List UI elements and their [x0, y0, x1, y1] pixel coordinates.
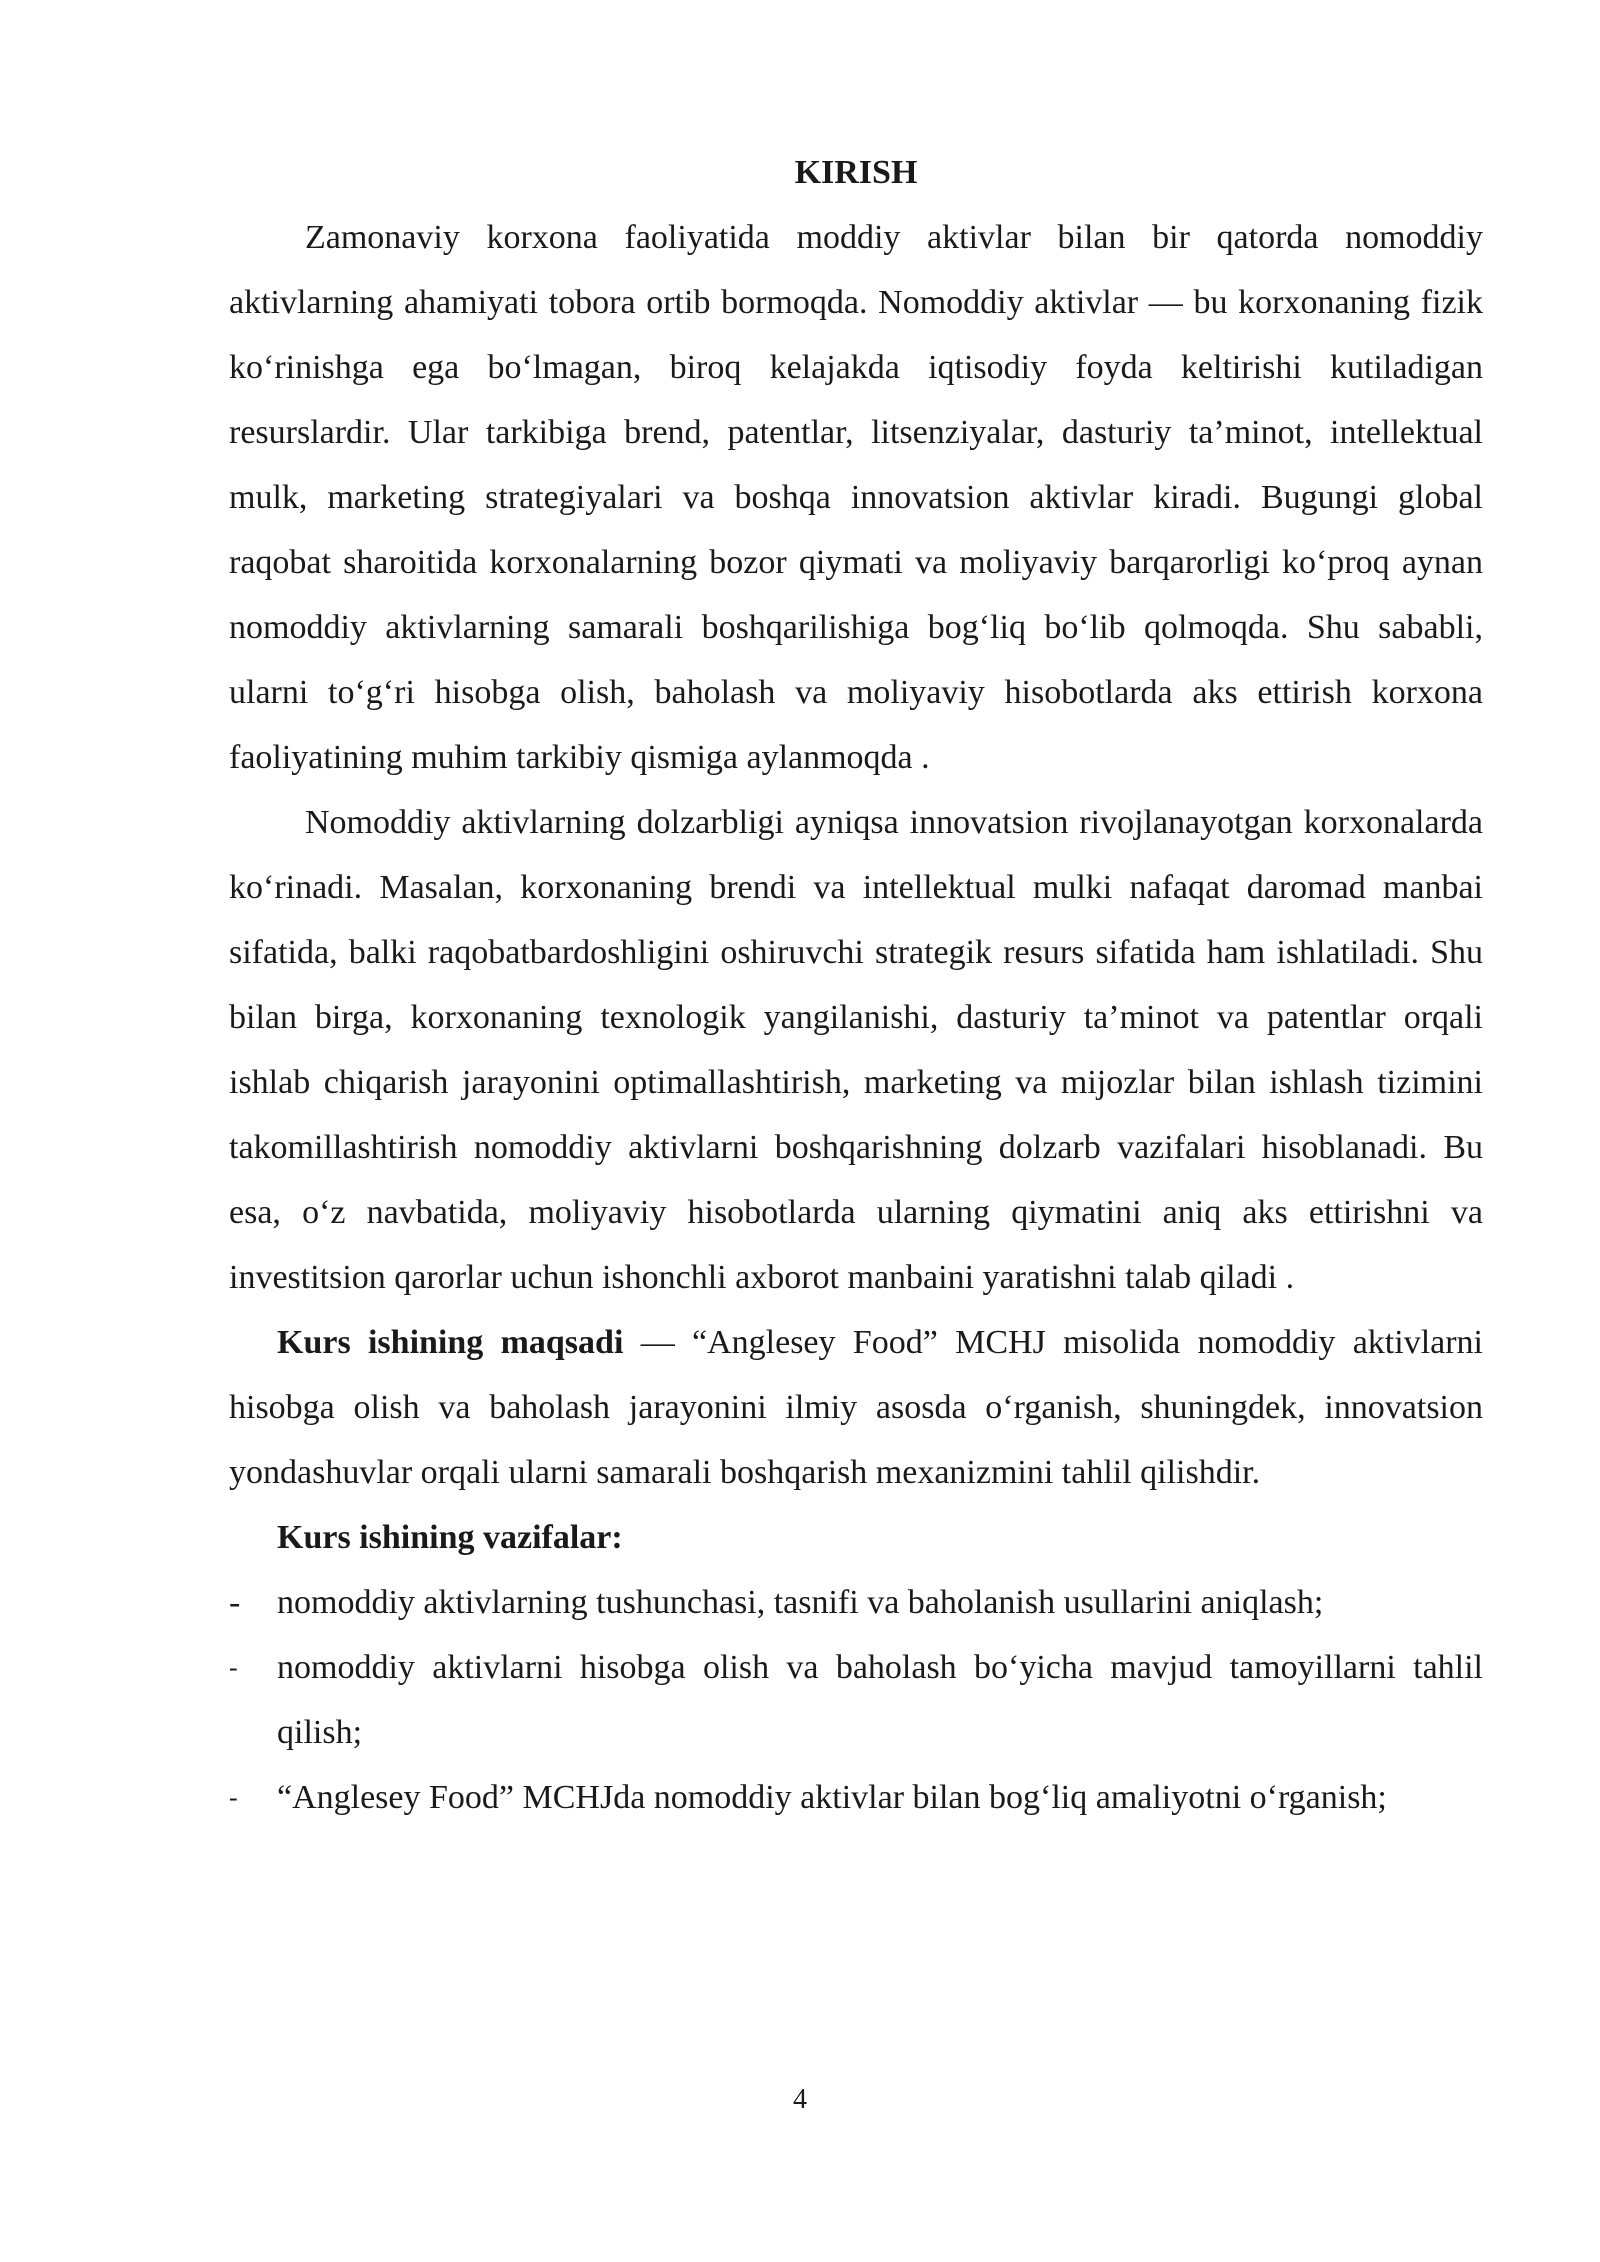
paragraph-intro: Zamonaviy korxona faoliyatida moddiy aktivlar bilan bir qatorda nomoddiy aktivlarning ahamiyati tobora ortib bormoqda. Nomoddiy aktivlar — bu korxonaning fizik ko‘rinishga ega bo‘lmagan, biroq kelajakda iqtisodiy foyda keltirishi kutiladigan resurslardir. Ular tarkibiga brend, patentlar, litsenziyalar, dasturiy ta’minot, intellektual mulk, marketing strategiyalari va boshqa innovatsion aktivlar kiradi. Bugungi global raqobat sharoitida korxonalarning bozor qiymati va moliyaviy barqarorligi ko‘proq aynan nomoddiy aktivlarning samarali boshqarilishiga bog‘liq bo‘lib qolmoqda. Shu sababli, ularni to‘g‘ri hisobga olish, baholash va moliyaviy hisobotlarda aks ettirish korxona faoliyatining muhim tarkibiy qismiga aylanmoqda . [229, 219, 1483, 776]
tasks-heading: Kurs ishining vazifalar: [277, 1519, 623, 1556]
tasks-list [229, 1570, 1483, 1830]
list-item [229, 1570, 1483, 1635]
list-marker: - [229, 1584, 241, 1621]
section-heading: KIRISH [794, 154, 918, 191]
goal-label: Kurs ishining maqsadi [277, 1324, 624, 1361]
document-page [229, 140, 1483, 1830]
page-number: 4 [793, 2084, 807, 2115]
list-item [229, 1635, 1483, 1765]
paragraph-goal [229, 1310, 1483, 1505]
list-marker: - [229, 1783, 238, 1812]
list-item-text: “Anglesey Food” MCHJda nomoddiy aktivlar bilan bog‘liq amaliyotni o‘rganish; [277, 1779, 1387, 1816]
paragraph-relevance: Nomoddiy aktivlarning dolzarbligi ayniqsa innovatsion rivojlanayotgan korxonalarda ko‘rinadi. Masalan, korxonaning brendi va intellektual mulki nafaqat daromad manbai sifatida, balki raqobatbardoshligini oshiruvchi strategik resurs sifatida ham ishlatiladi. Shu bilan birga, korxonaning texnologik yangilanishi, dasturiy ta’minot va patentlar orqali ishlab chiqarish jarayonini optimallashtirish, marketing va mijozlar bilan ishlash tizimini takomillashtirish nomoddiy aktivlarni boshqarishning dolzarb vazifalari hisoblanadi. Bu esa, o‘z navbatida, moliyaviy hisobotlarda ularning qiymatini aniq aks ettirishni va investitsion qarorlar uchun ishonchli axborot manbaini yaratishni talab qiladi . [229, 804, 1483, 1296]
list-item-text: nomoddiy aktivlarni hisobga olish va baholash bo‘yicha mavjud tamoyillarni tahlil qilish; [277, 1649, 1483, 1751]
list-marker: - [229, 1653, 238, 1682]
list-item [229, 1765, 1483, 1830]
list-item-text: nomoddiy aktivlarning tushunchasi, tasnifi va baholanish usullarini aniqlash; [277, 1584, 1324, 1621]
goal-text: — “Anglesey Food” MCHJ misolida nomoddiy aktivlarni hisobga olish va baholash jarayonini ilmiy asosda o‘rganish, shuningdek, innovatsion yondashuvlar orqali ularni samarali boshqarish mexanizmini tahlil qilishdir. [229, 1324, 1483, 1491]
